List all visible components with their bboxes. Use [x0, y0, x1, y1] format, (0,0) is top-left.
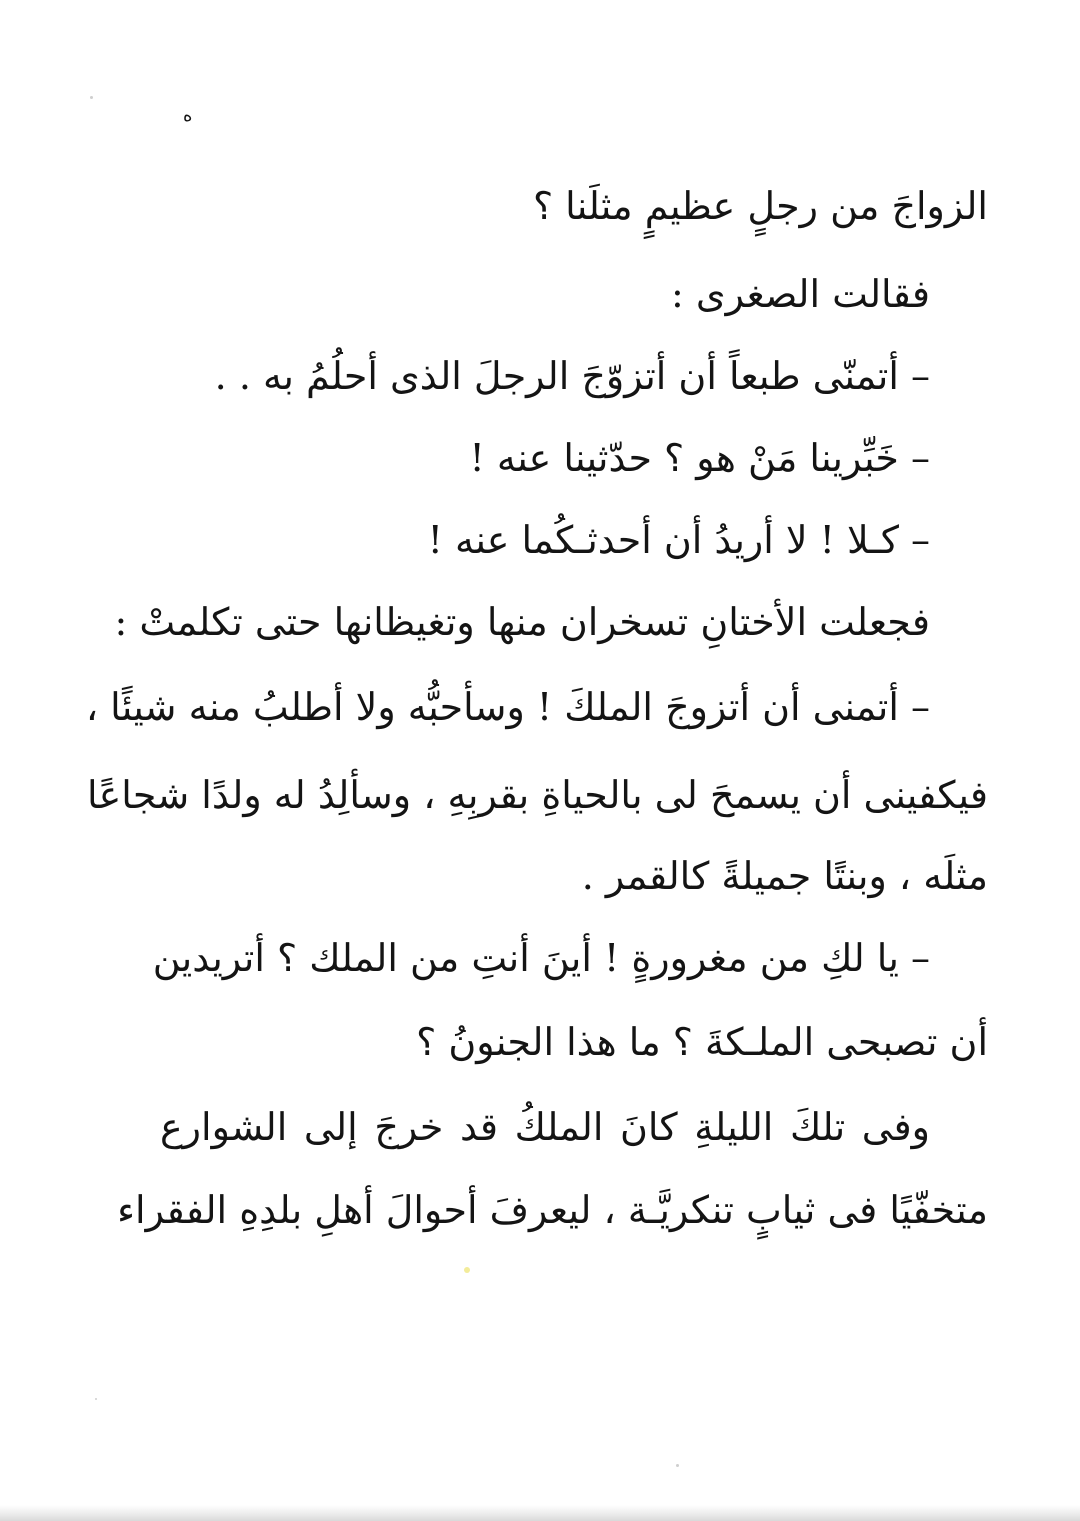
page-number: ه: [183, 105, 193, 126]
text-line-2: فقالت الصغرى :: [671, 272, 930, 316]
paper-speck: [90, 96, 93, 99]
text-line-8: فيكفينى أن يسمحَ لى بالحياةِ بقربِهِ ، وسألِدُ له ولدًا شجاعًا: [87, 773, 988, 817]
text-line-9: مثلَه ، وبنتًا جميلةً كالقمر .: [581, 854, 988, 898]
paper-speck: [676, 1464, 679, 1467]
page-edge-shadow: [0, 1505, 1080, 1521]
text-line-7: – أتمنى أن أتزوجَ الملكَ ! وسأحبُّه ولا أطلبُ منه شيئًا ،: [85, 685, 930, 729]
text-line-3: – أتمنّى طبعاً أن أتزوّجَ الرجلَ الذى أحلُمُ به . .: [214, 354, 930, 398]
text-line-6: فجعلت الأختانِ تسخران منها وتغيظانها حتى تكلمتْ :: [114, 600, 930, 644]
text-line-10: – يا لكِ من مغرورةٍ ! أينَ أنتِ من الملك ؟ أتريدين: [152, 936, 930, 980]
text-line-11: أن تصبحى الملـكةَ ؟ ما هذا الجنونُ ؟: [416, 1020, 988, 1064]
paper-speck: [464, 1267, 470, 1273]
paper-speck: [95, 1398, 97, 1400]
text-line-13: متخفّيًا فى ثيابٍ تنكريَّـة ، ليعرفَ أحوالَ أهلِ بلدِهِ الفقراء: [117, 1188, 988, 1232]
text-line-5: – كـلا ! لا أريدُ أن أحدثـكُما عنه !: [427, 518, 930, 562]
text-line-4: – خَبِّرينا مَنْ هو ؟ حدّثينا عنه !: [469, 436, 930, 480]
text-line-1: الزواجَ من رجلٍ عظيمٍ مثلَنا ؟: [532, 184, 988, 228]
text-line-12: وفى تلكَ الليلةِ كانَ الملكُ قد خرجَ إلى الشوارع: [160, 1105, 930, 1149]
